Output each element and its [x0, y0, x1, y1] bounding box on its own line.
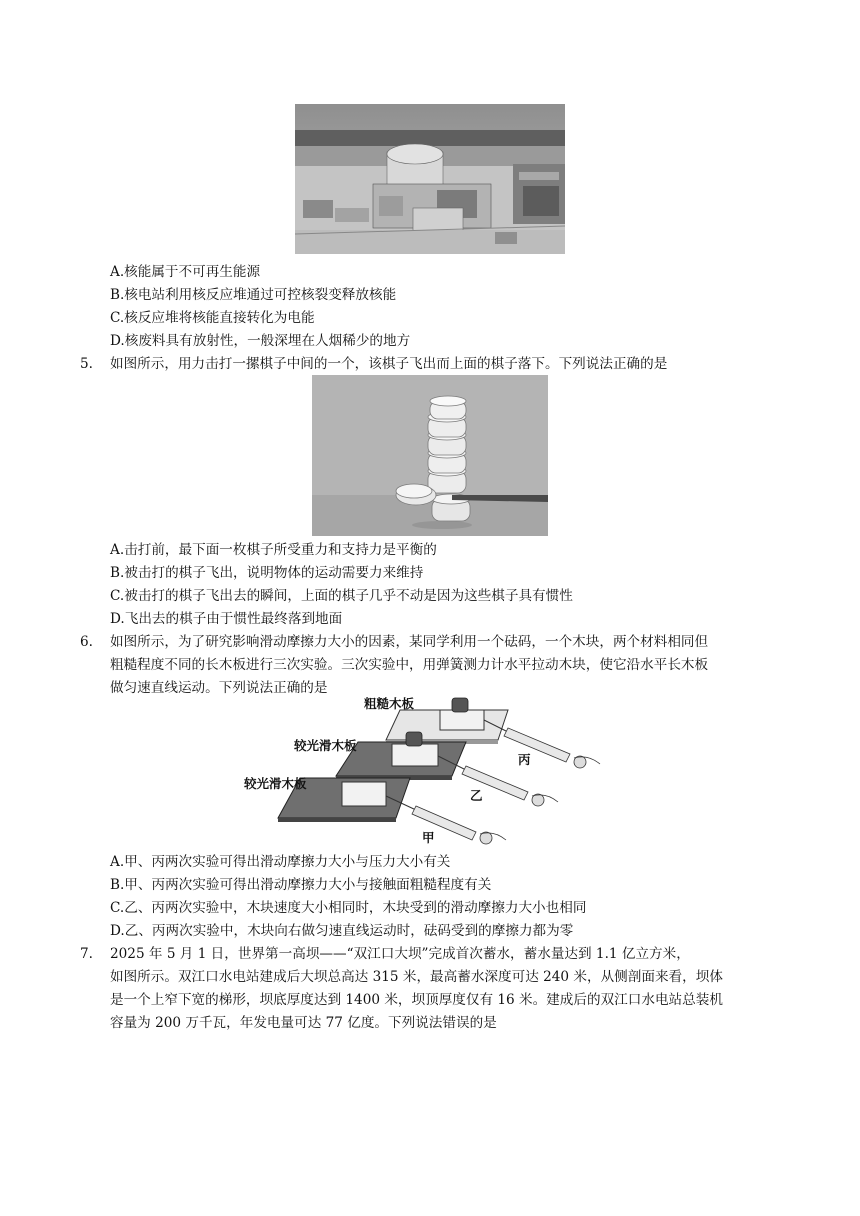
q7-number: 7.: [80, 946, 93, 962]
q6-option-b: B.甲、丙两次实验可得出滑动摩擦力大小与接触面粗糙程度有关: [110, 877, 492, 893]
q6-stem-line-3: 做匀速直线运动。下列说法正确的是: [110, 680, 328, 696]
q4-option-b: B.核电站利用核反应堆通过可控核裂变释放核能: [110, 287, 397, 303]
q6-option-a: A.甲、丙两次实验可得出滑动摩擦力大小与压力大小有关: [110, 854, 451, 870]
label-jia: 甲: [422, 830, 435, 845]
q4-option-a: A.核能属于不可再生能源: [110, 264, 261, 280]
q4-option-c: C.核反应堆将核能直接转化为电能: [110, 310, 315, 326]
q5-stem: 如图所示，用力击打一摞棋子中间的一个，该棋子飞出而上面的棋子落下。下列说法正确的是: [110, 356, 668, 372]
q7-stem-line-1: 2025 年 5 月 1 日，世界第一高坝——“双江口大坝”完成首次蓄水，蓄水量达到 1.1 亿立方米，: [110, 946, 690, 962]
label-yi: 乙: [470, 788, 483, 803]
q5-option-d: D.飞出去的棋子由于惯性最终落到地面: [110, 611, 343, 627]
label-smooth-board-2: 较光滑木板: [244, 776, 307, 791]
label-smooth-board-1: 较光滑木板: [294, 738, 357, 753]
label-rough-board: 粗糙木板: [364, 696, 415, 711]
q6-number: 6.: [80, 634, 93, 650]
chess-stack-photo: [312, 375, 548, 536]
q6-stem-line-2: 粗糙程度不同的长木板进行三次实验。三次实验中，用弹簧测力计水平拉动木块，使它沿水平长木板: [110, 657, 709, 673]
q4-option-d: D.核废料具有放射性，一般深埋在人烟稀少的地方: [110, 333, 411, 349]
q7-stem-line-4: 容量为 200 万千瓦，年发电量可达 77 亿度。下列说法错误的是: [110, 1015, 497, 1031]
label-bing: 丙: [518, 752, 531, 767]
q5-option-b: B.被击打的棋子飞出，说明物体的运动需要力来维持: [110, 565, 424, 581]
nuclear-plant-photo: [295, 104, 565, 254]
friction-experiment-diagram: [240, 692, 640, 850]
q6-option-c: C.乙、丙两次实验中，木块速度大小相同时，木块受到的滑动摩擦力大小也相同: [110, 900, 587, 916]
q7-stem-line-2: 如图所示。双江口水电站建成后大坝总高达 315 米，最高蓄水深度可达 240 米，从侧剖面来看，坝体: [110, 969, 723, 985]
q5-option-a: A.击打前，最下面一枚棋子所受重力和支持力是平衡的: [110, 542, 437, 558]
q6-stem-line-1: 如图所示，为了研究影响滑动摩擦力大小的因素，某同学利用一个砝码，一个木块，两个材料相同但: [110, 634, 709, 650]
q7-stem-line-3: 是一个上窄下宽的梯形，坝底厚度达到 1400 米，坝顶厚度仅有 16 米。建成后的双江口水电站总装机: [110, 992, 723, 1008]
q5-number: 5.: [80, 356, 93, 372]
q6-option-d: D.乙、丙两次实验中，木块向右做匀速直线运动时，砝码受到的摩擦力都为零: [110, 923, 574, 939]
q5-option-c: C.被击打的棋子飞出去的瞬间，上面的棋子几乎不动是因为这些棋子具有惯性: [110, 588, 573, 604]
